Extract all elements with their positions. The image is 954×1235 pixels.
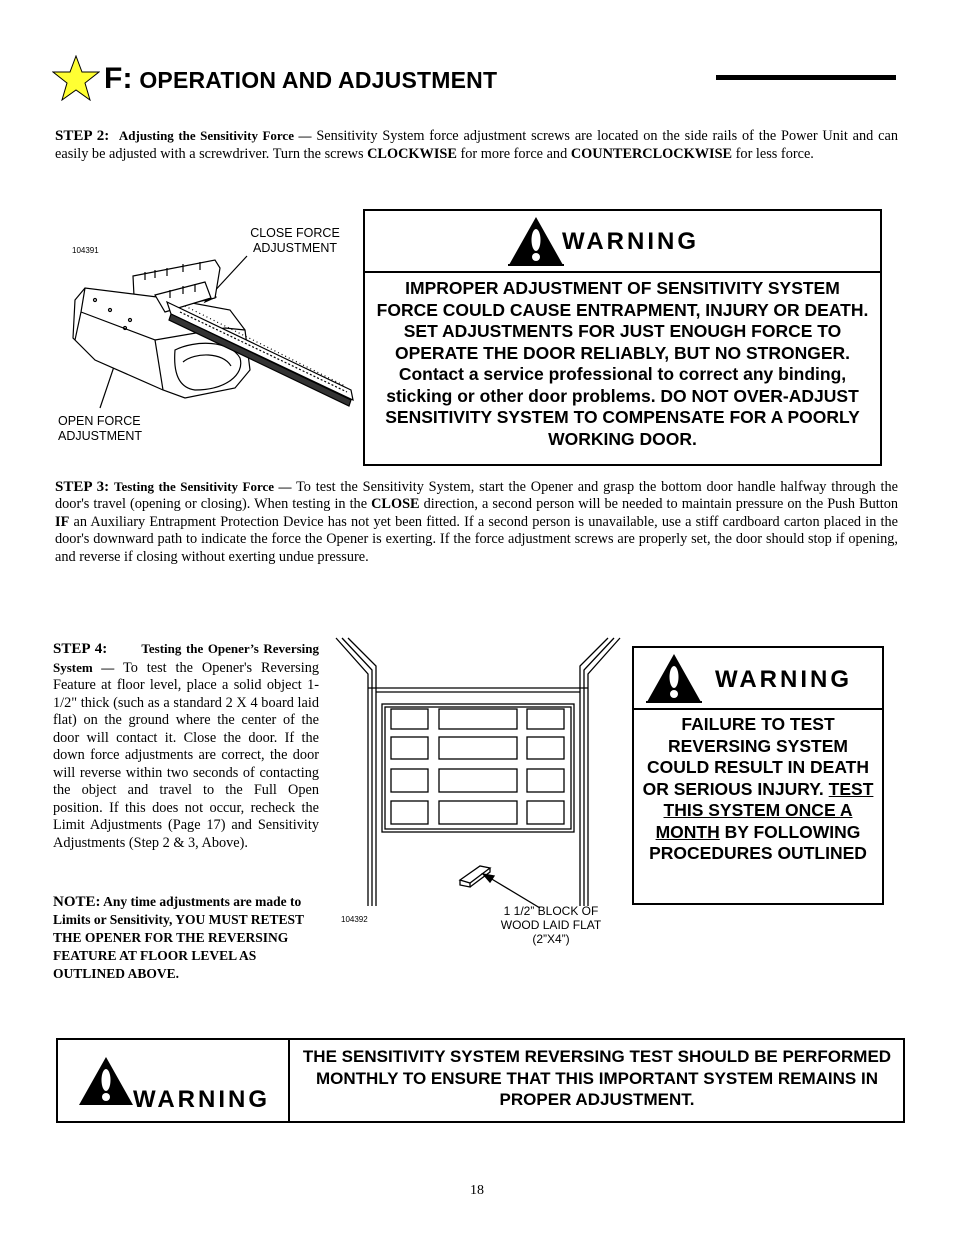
step-2-label: STEP 2: [55, 128, 110, 144]
block-label: 1 1/2” BLOCK OF WOOD LAID FLAT (2”X4”) [500, 904, 602, 946]
step-4-label: STEP 4: [53, 641, 108, 657]
step-3-paragraph: STEP 3: Testing the Sensitivity Force — To test the Sensitivity System, start the Opener and grasp the bottom door handle halfway through the door's travel (opening or closing). When testing in the CLOSE direction, a second person will be needed to maintain pressure on the Push Button IF an Auxiliary Entrapment Protection Device has not yet been fitted. If a second person is unavailable, use a stiff cardboard carton placed in the door's downward path to indicate the force the Opener is exerting. If the force adjustment screws are properly set, the door should stop if opening, and reverse if closing without exerting undue pressure. [55, 479, 899, 565]
warning-triangle-icon [508, 216, 564, 266]
warning-2-word: WARNING [715, 666, 852, 693]
note-label: NOTE: [53, 894, 101, 910]
warning-3-word: WARNING [133, 1086, 270, 1113]
header-rule [716, 75, 896, 80]
figure-2-ref: 104392 [341, 915, 368, 924]
warning-1-word: WARNING [562, 228, 699, 255]
step-4-heading: Testing the Opener’s Reversing System — [53, 641, 319, 675]
page-title: F: OPERATION AND ADJUSTMENT [104, 62, 498, 95]
open-force-label: OPEN FORCE ADJUSTMENT [58, 414, 143, 443]
step-2-paragraph: STEP 2: Adjusting the Sensitivity Force — Sensitivity System force adjustment screws are located on the side rails of the Power Unit and can easily be adjusted with a screwdriver. Turn the screws CLOCKWISE for more force and COUNTERCLOCKWISE for less force. [55, 128, 898, 162]
warning-triangle-icon [646, 653, 702, 703]
note-paragraph: NOTE: Any time adjustments are made to Limits or Sensitivity, YOU MUST RETEST THE OPENER FOR THE REVERSING FEATURE AT FLOOR LEVEL AS OUTLINED ABOVE. [53, 894, 304, 981]
warning-1-text: IMPROPER ADJUSTMENT OF SENSITIVITY SYSTEM FORCE COULD CAUSE ENTRAPMENT, INJURY OR DEATH. SET ADJUSTMENTS FOR JUST ENOUGH FORCE TO OPERATE THE DOOR RELIABLY, BUT NO STRONGER. Contact a service professional to correct any binding, sticking or other door problems. DO NOT OVER-ADJUST SENSITIVITY SYSTEM TO COMPENSATE FOR A POORLY WORKING DOOR. [376, 278, 869, 449]
warning-3-text: THE SENSITIVITY SYSTEM REVERSING TEST SHOULD BE PERFORMED MONTHLY TO ENSURE THAT THIS IMPORTANT SYSTEM REMAINS IN PROPER ADJUSTMENT. [302, 1047, 892, 1110]
warning-box-3 [56, 1038, 905, 1123]
warning-box-1 [363, 209, 882, 466]
warning-2-underlined-text: TEST THIS SYSTEM ONCE A MONTH [655, 778, 874, 842]
warning-3-header [58, 1040, 290, 1121]
step-3-label: STEP 3: [55, 479, 110, 495]
warning-box-2 [632, 646, 884, 905]
warning-2-header [634, 648, 882, 710]
power-unit-illustration [55, 240, 355, 420]
step-3-heading: Testing the Sensitivity Force — [113, 479, 292, 494]
page-number: 18 [470, 1183, 484, 1198]
star-icon [52, 55, 100, 101]
figure-1-ref: 104391 [72, 246, 99, 255]
step-4-paragraph: STEP 4: Testing the Opener’s Reversing System — To test the Opener's Reversing Feature at floor level, place a solid object 1-1/2" thick (such as a standard 2 X 4 board laid flat) on the ground where the center of the door will contact it. Close the door. If the down force adjustments are correct, the door will reverse within two seconds of contacting the object and travel to the Full Open position. If this does not occur, recheck the Limit Adjustments (Page 17) and Sensitivity Adjustments (Step 2 & 3, Above). [53, 641, 319, 851]
garage-door-illustration [330, 636, 626, 908]
warning-triangle-icon [78, 1056, 134, 1106]
warning-1-header [365, 211, 880, 273]
step-2-heading: Adjusting the Sensitivity Force — [118, 128, 312, 143]
close-force-label: CLOSE FORCE ADJUSTMENT [250, 226, 340, 255]
warning-2-text: FAILURE TO TEST REVERSING SYSTEM COULD RESULT IN DEATH OR SERIOUS INJURY. TEST THIS SYSTEM ONCE A MONTH BY FOLLOWING PROCEDURES OUTLINED [642, 714, 874, 863]
